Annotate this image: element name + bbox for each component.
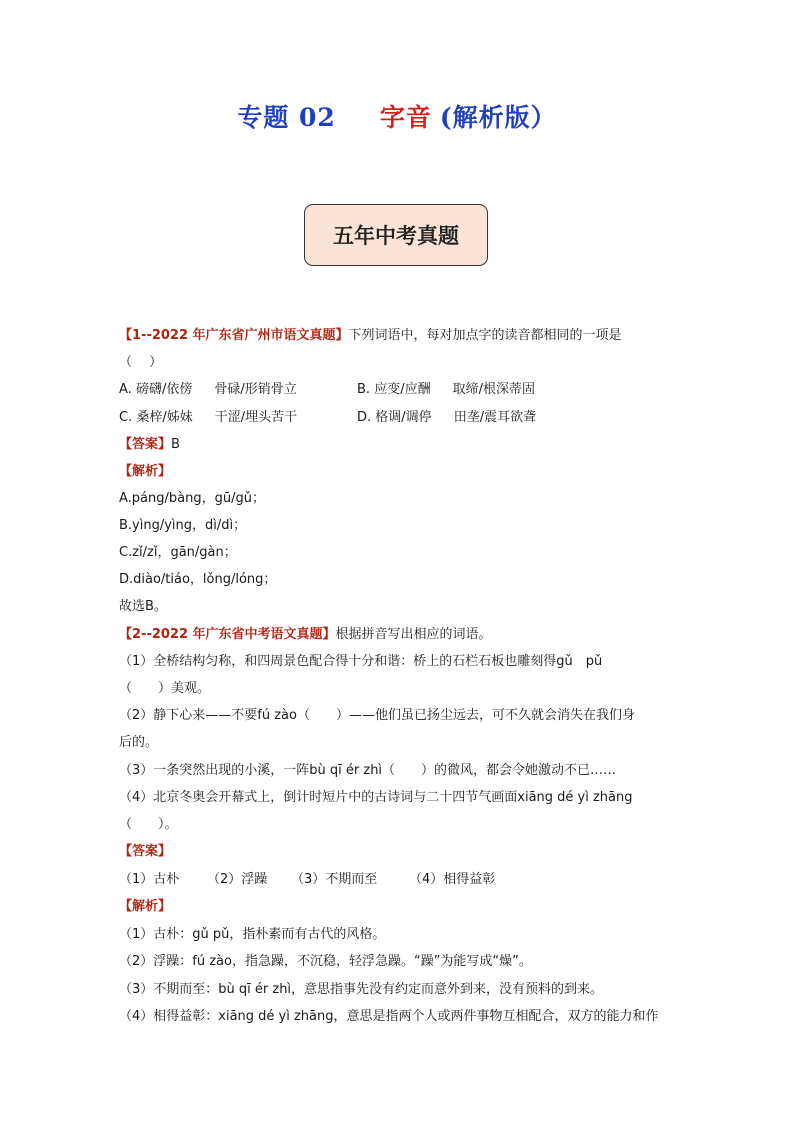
option-word-2: 骨碌/形销骨立 <box>214 382 297 397</box>
option-word-2: 干涩/埋头苦干 <box>214 410 298 425</box>
q2-analysis-line: （3）不期而至：bù qī ér zhì，意思指事先没有约定而意外到来，没有预料的到来。 <box>119 982 604 997</box>
q1-blank: （ ） <box>119 355 163 370</box>
q1-analysis-line: B.yìng/yìng，dì/dì； <box>119 518 247 533</box>
option-word-2: 田垄/震耳欲聋 <box>453 410 537 425</box>
q1-option-d <box>357 409 536 427</box>
q2-answer: （1）古朴 <box>119 872 180 887</box>
page-title <box>0 98 794 134</box>
answer-value: B <box>171 437 180 452</box>
option-word-1: 格调/调停 <box>375 410 432 425</box>
q1-answer <box>119 436 180 454</box>
q1-option-c <box>119 409 297 427</box>
option-id: C. <box>119 410 133 425</box>
q2-item-line: （ ）。 <box>119 817 178 832</box>
q1-source: 【1--2022 年广东省广州市语文真题】 <box>119 328 349 343</box>
q2-analysis-label: 【解析】 <box>119 899 172 914</box>
q1-analysis-line: A.páng/bàng，gū/gǔ； <box>119 491 265 506</box>
q2-answer-label: 【答案】 <box>119 844 172 859</box>
option-word-1: 磅礴/依傍 <box>135 382 193 397</box>
q1-option-b <box>357 381 535 399</box>
q2-answer: （4）相得益彰 <box>409 872 496 887</box>
option-id: B. <box>357 382 371 397</box>
q2-item-line: （1）全桥结构匀称，和四周景色配合得十分和谐：桥上的石栏石板也雕刻得gǔ pǔ <box>119 654 603 669</box>
option-word-1: 桑梓/姊妹 <box>136 410 193 425</box>
title-edition: (解析版） <box>439 103 557 132</box>
q2-analysis-line: （1）古朴：gǔ pǔ，指朴素而有古代的风格。 <box>119 927 386 942</box>
q2-item-line: （ ）美观。 <box>119 681 211 696</box>
q2-analysis-line: （2）浮躁：fú zào，指急躁，不沉稳，轻浮急躁。“躁”为能写成“燥”。 <box>119 954 532 969</box>
q1-analysis-line: D.diào/tiáo，lǒng/lóng； <box>119 572 277 587</box>
q2-analysis-line: （4）相得益彰：xiāng dé yì zhāng，意思是指两个人或两件事物互相配合，双方的能力和作 <box>119 1009 659 1024</box>
q2-answer: （2）浮躁 <box>207 872 268 887</box>
title-topic-name: 字音 <box>379 103 432 132</box>
q1-analysis-line: C.zǐ/zǐ，gān/gàn； <box>119 545 237 560</box>
option-word-2: 取缔/根深蒂固 <box>452 382 535 397</box>
q2-item-line: （2）静下心来——不要fú zào（ ）——他们虽已扬尘远去，可不久就会消失在我们身 <box>119 708 635 723</box>
q2-item-line: 后的。 <box>119 735 159 750</box>
section-banner-label: 五年中考真题 <box>333 223 459 248</box>
q2-stem: 根据拼音写出相应的词语。 <box>335 627 492 642</box>
q1-stem-line <box>119 327 622 345</box>
q1-stem: 下列词语中，每对加点字的读音都相同的一项是 <box>348 328 622 343</box>
q2-stem-line <box>119 626 492 644</box>
option-id: A. <box>119 382 132 397</box>
q1-option-a <box>119 381 297 399</box>
q1-analysis-label: 【解析】 <box>119 464 172 479</box>
option-word-1: 应变/应酬 <box>374 382 431 397</box>
q1-conclusion: 故选B。 <box>119 599 167 614</box>
title-topic-number: 专题 02 <box>237 103 336 132</box>
q2-source: 【2--2022 年广东省中考语文真题】 <box>119 627 336 642</box>
answer-label: 【答案】 <box>119 437 172 452</box>
q2-item-line: （4）北京冬奥会开幕式上，倒计时短片中的古诗词与二十四节气画面xiāng dé yì zhāng <box>119 790 633 805</box>
section-banner <box>304 204 488 266</box>
option-id: D. <box>357 410 372 425</box>
q2-item-line: （3）一条突然出现的小溪，一阵bù qī ér zhì（ ）的微风，都会令她激动不已…… <box>119 763 617 778</box>
q2-answer: （3）不期而至 <box>291 872 378 887</box>
